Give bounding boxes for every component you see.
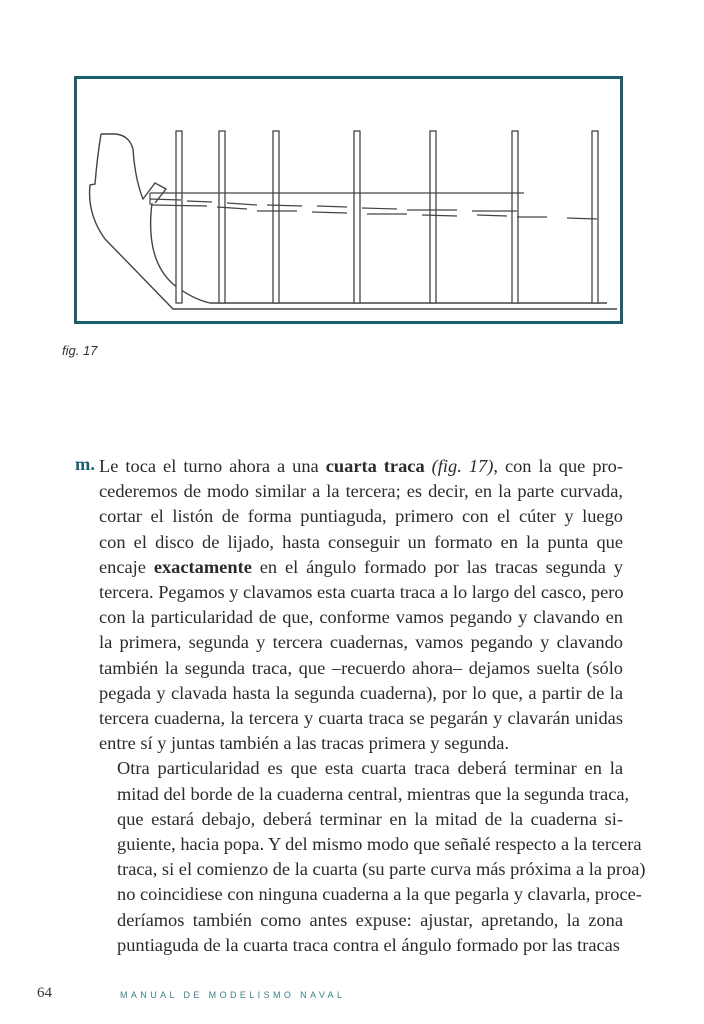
hull-frame: [273, 131, 279, 303]
text-line: encaje exactamente en el ángulo formado por las tracas segunda y: [99, 556, 623, 577]
bold-term: cuarta traca: [325, 456, 425, 476]
hull-diagram: [77, 79, 620, 321]
body-text: [99, 454, 646, 958]
figure-reference: (fig. 17): [431, 456, 494, 476]
text-line: cederemos de modo similar a la tercera; es decir, en la parte curvada,: [99, 481, 623, 502]
hull-frame: [219, 131, 225, 303]
paragraph-1: [99, 454, 623, 756]
hull-frame: [430, 131, 436, 303]
text-line: que estará debajo, deberá terminar en la mitad de la cuaderna si-: [117, 808, 623, 829]
text-line: no coincidiese con ninguna cuaderna a la que pegarla y clavarla, proce-: [117, 884, 642, 905]
text-line: también la segunda traca, que –recuerdo ahora– dejamos suelta (sólo: [99, 657, 623, 678]
figure-caption: fig. 17: [62, 343, 98, 358]
text-line: tercera cuaderna, la tercera y cuarta traca se pegarán y clavarán unidas: [99, 708, 623, 729]
text-line: la primera, segunda y tercera cuadernas, vamos pegando y clavando: [99, 632, 623, 653]
hull-frame: [354, 131, 360, 303]
hull-frame: [592, 131, 598, 303]
text-line: Le toca el turno ahora a una cuarta traca (fig. 17), con la que pro-: [99, 456, 623, 476]
text-line: pegada y clavada hasta la segunda cuaderna), por lo que, a partir de la: [99, 682, 623, 703]
text-line: puntiaguda de la cuarta traca contra el ángulo formado por las tracas: [117, 934, 620, 955]
fourth-strake-upper: [150, 199, 517, 211]
text-line: con el disco de lijado, hasta conseguir un formato en la punta que: [99, 531, 623, 552]
plank-band: [150, 193, 597, 219]
text-line: con la particularidad de que, conforme vamos pegando y clavando en: [99, 607, 623, 628]
text-line: deríamos también como antes expuse: ajustar, apretando, la zona: [117, 909, 623, 930]
bold-term: exactamente: [153, 556, 252, 577]
text-line: mitad del borde de la cuaderna central, mientras que la segunda traca,: [117, 783, 630, 804]
page-number: 64: [37, 985, 52, 1001]
text-line: tercera. Pegamos y clavamos esta cuarta traca a lo largo del casco, pero: [99, 582, 624, 603]
hull-frame: [176, 131, 182, 303]
stem-outer: [90, 134, 617, 309]
text-line: cortar el listón de forma puntiaguda, primero con el cúter y luego: [99, 506, 623, 527]
text-line: traca, si el comienzo de la cuarta (su parte curva más próxima a la proa): [117, 859, 646, 880]
item-label: m.: [75, 454, 95, 474]
text-line: entre sí y juntas también a las tracas primera y segunda.: [99, 733, 510, 754]
figure-17: [74, 76, 623, 324]
paragraph-2: [99, 756, 646, 958]
running-footer-title: MANUAL DE MODELISMO NAVAL: [120, 990, 346, 1000]
text-line: guiente, hacia popa. Y del mismo modo que señalé respecto a la tercera: [117, 834, 642, 855]
text-line: Otra particularidad es que esta cuarta traca deberá terminar en la: [117, 758, 623, 779]
